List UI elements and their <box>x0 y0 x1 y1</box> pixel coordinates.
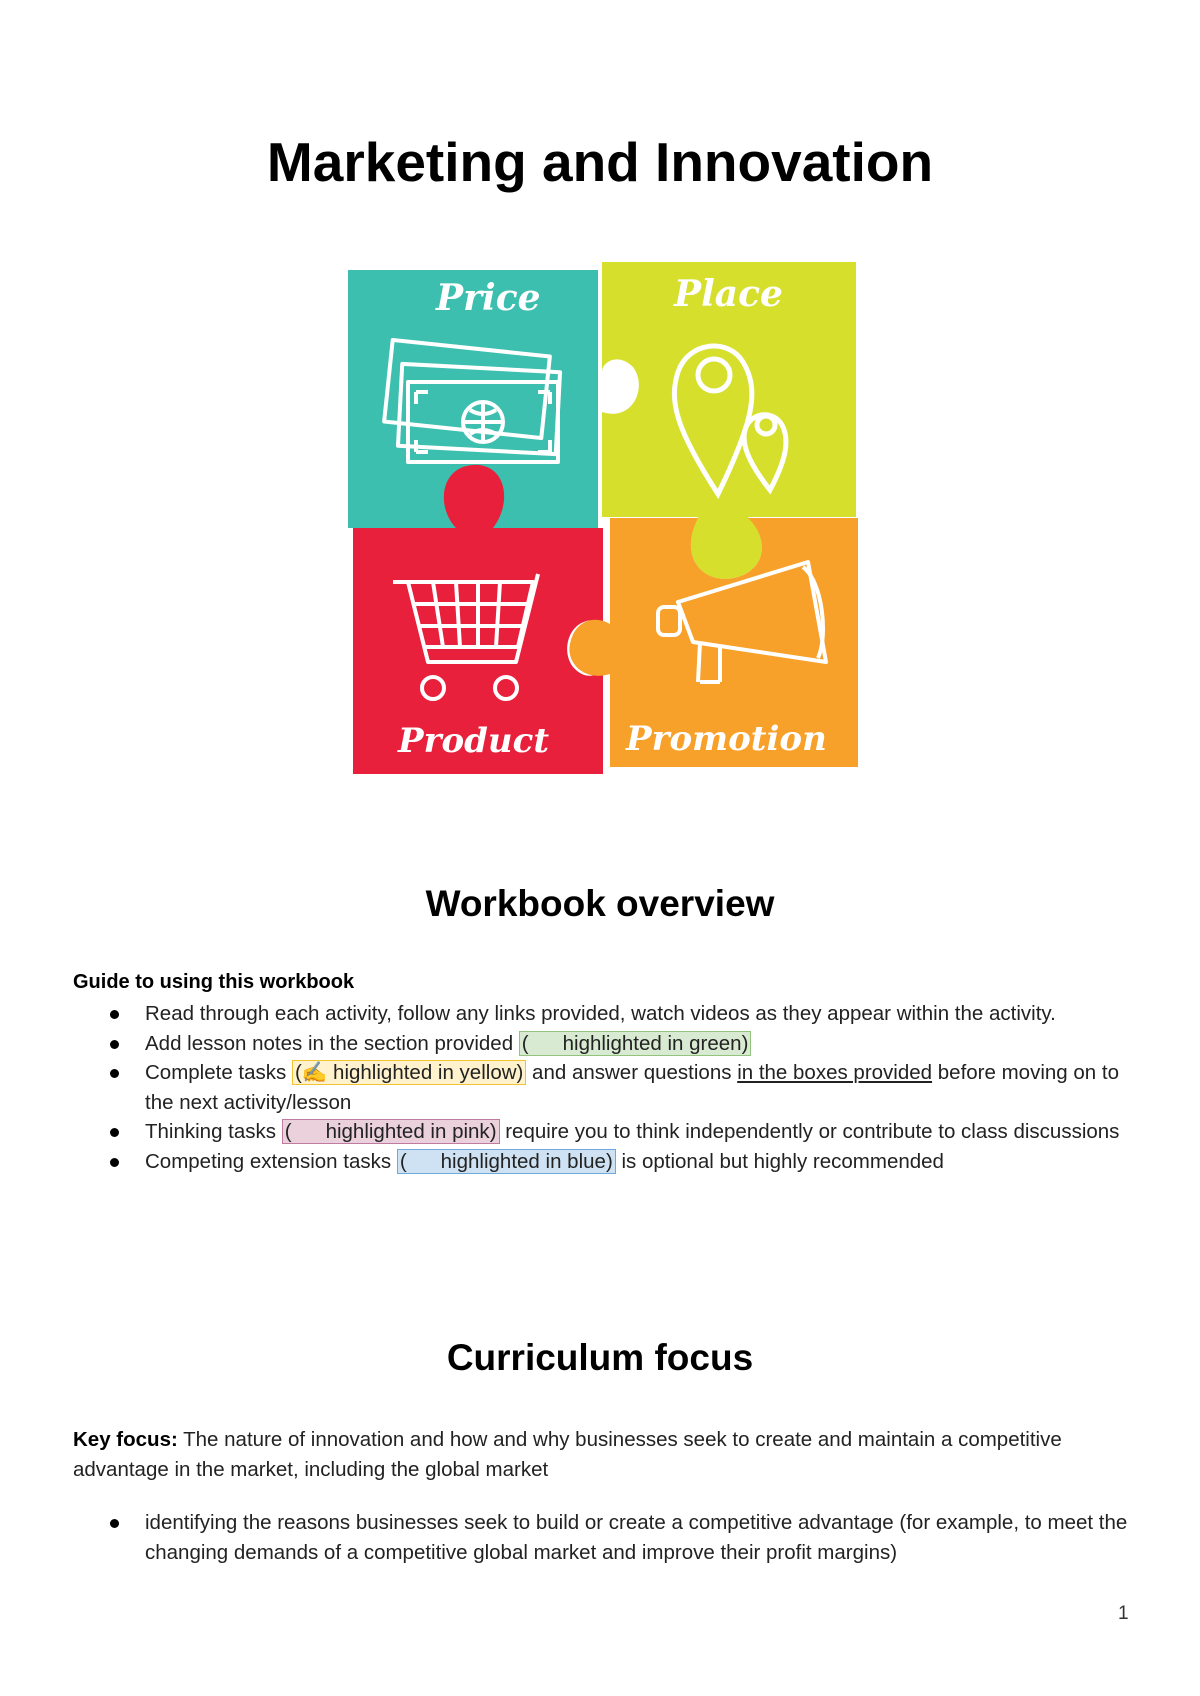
pink-highlight: ( highlighted in pink) <box>282 1119 500 1144</box>
promotion-label: Promotion <box>626 719 827 759</box>
list-item: identifying the reasons businesses seek to build or create a competitive advantage (for example, to meet the changing demands of a competitive global market and improve their profit margins) <box>73 1508 1128 1567</box>
blue-highlight: ( highlighted in blue) <box>397 1149 616 1174</box>
curriculum-list <box>73 1508 1128 1567</box>
pencil-icon: ✍ <box>301 1061 328 1084</box>
boxes-provided-text: in the boxes provided <box>737 1061 933 1084</box>
key-focus-label: Key focus: <box>73 1428 178 1451</box>
price-label: Price <box>436 277 541 319</box>
list-item: Read through each activity, follow any links provided, watch videos as they appear within the activity. <box>73 999 1128 1029</box>
guide-list <box>73 999 1128 1176</box>
list-item: Competing extension tasks ( highlighted in blue) is optional but highly recommended <box>73 1147 1128 1177</box>
key-focus-paragraph: Key focus: The nature of innovation and how and why businesses seek to create and maintain a competitive advantage in the market, including the global market <box>73 1428 1062 1481</box>
list-item: Add lesson notes in the section provided ( highlighted in green) <box>73 1029 1128 1059</box>
place-label: Place <box>674 273 783 315</box>
guide-heading: Guide to using this workbook <box>73 971 355 993</box>
yellow-highlight: (✍ highlighted in yellow) <box>292 1060 526 1085</box>
list-item: Complete tasks (✍ highlighted in yellow) and answer questions in the boxes provided before moving on to the next activity/lesson <box>73 1058 1128 1117</box>
green-highlight: ( highlighted in green) <box>519 1031 752 1056</box>
product-label: Product <box>398 721 550 761</box>
document-title: Marketing and Innovation <box>266 131 934 193</box>
page-number: 1 <box>1118 1603 1129 1624</box>
curriculum-focus-heading: Curriculum focus <box>446 1337 754 1378</box>
list-item: Thinking tasks ( highlighted in pink) require you to think independently or contribute to class discussions <box>73 1117 1128 1147</box>
marketing-mix-puzzle-graphic <box>348 262 858 774</box>
workbook-overview-heading: Workbook overview <box>425 883 775 924</box>
